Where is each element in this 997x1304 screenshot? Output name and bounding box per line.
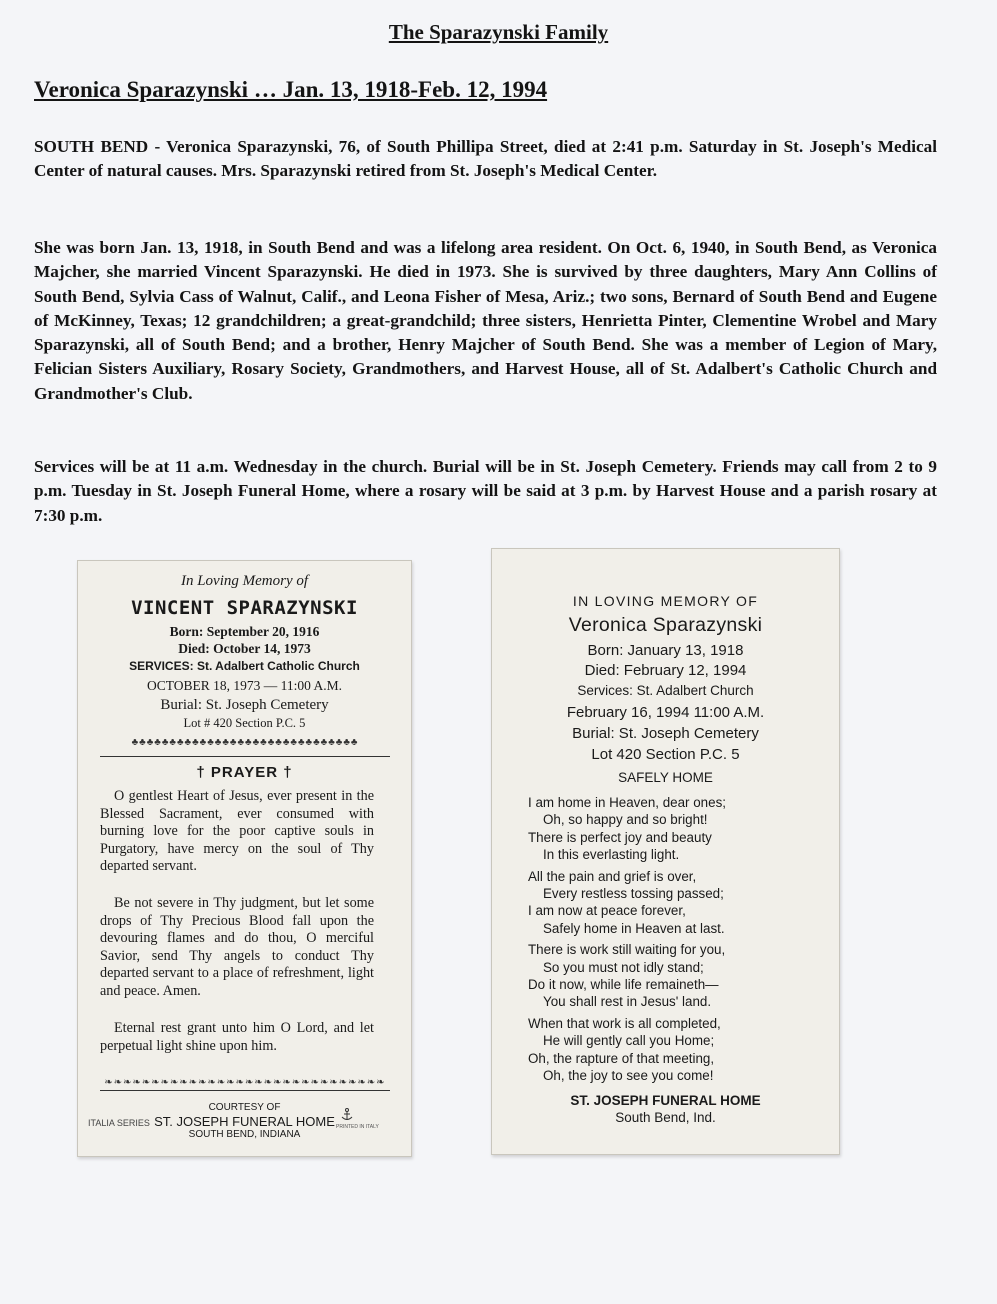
poem-line: I am home in Heaven, dear ones; — [528, 795, 726, 810]
page-title: The Sparazynski Family — [388, 20, 609, 44]
card-burial: Burial: St. Joseph Cemetery — [572, 725, 759, 742]
poem-line: He will gently call you Home; — [543, 1033, 715, 1049]
poem-line: Oh, the joy to see you come! — [543, 1068, 714, 1084]
poem-line: Oh, the rapture of that meeting, — [528, 1050, 715, 1066]
obituary-paragraph: SOUTH BEND - Veronica Sparazynski, 76, of South Phillipa Street, died at 2:41 p.m. Saturday in St. Joseph's Medical Center of natural causes. Mrs. Sparazynski retired from St. Joseph's Medical Center. — [34, 137, 937, 181]
card-service-date: OCTOBER 18, 1973 — 11:00 A.M. — [146, 678, 343, 693]
series-label: ITALIA SERIES — [88, 1118, 150, 1128]
poem-line: Oh, so happy and so bright! — [543, 812, 708, 828]
prayer-paragraph: O gentlest Heart of Jesus, ever present in the Blessed Sacrament, ever consumed with burning love for the poor captive souls in Purgatory, have mercy on the soul of Thy departed servant. — [100, 788, 374, 875]
card-born: Born: September 20, 1916 — [169, 624, 320, 639]
poem-line: Every restless tossing passed; — [543, 886, 724, 902]
poem-stanza — [528, 868, 828, 938]
obituary-paragraph: Services will be at 11 a.m. Wednesday in the church. Burial will be in St. Joseph Cemetery. Friends may call from 2 to 9 p.m. Tuesday in St. Joseph Funeral Home, where a rosary will be said at 3 p.m. by Harvest House and a parish rosary at 7:30 p.m. — [34, 457, 937, 525]
poem-line: All the pain and grief is over, — [528, 868, 697, 884]
divider-rule — [100, 756, 390, 757]
prayer-paragraph: Eternal rest grant unto him O Lord, and let perpetual light shine upon him. — [100, 1020, 374, 1054]
poem-line: So you must not idly stand; — [543, 959, 704, 975]
funeral-home-location: SOUTH BEND, INDIANA — [188, 1129, 301, 1140]
funeral-home-name: ST. JOSEPH FUNERAL HOME — [154, 1114, 335, 1129]
prayer-heading: † PRAYER † — [196, 764, 293, 781]
poem-line: There is perfect joy and beauty — [528, 829, 712, 845]
funeral-home-name: ST. JOSEPH FUNERAL HOME — [570, 1093, 761, 1108]
poem-stanza — [528, 1015, 828, 1085]
card-died: Died: February 12, 1994 — [584, 662, 747, 679]
card-service-date: February 16, 1994 11:00 A.M. — [566, 704, 765, 721]
card-burial: Burial: St. Joseph Cemetery — [160, 697, 329, 713]
poem-stanza — [528, 794, 828, 864]
poem-line: When that work is all completed, — [528, 1015, 721, 1031]
ornament-divider: ❧❧❧❧❧❧❧❧❧❧❧❧❧❧❧❧❧❧❧❧❧❧❧❧❧❧❧❧❧❧ — [104, 1077, 386, 1088]
poem-line: In this everlasting light. — [543, 847, 680, 863]
ornament-divider: ♣♣♣♣♣♣♣♣♣♣♣♣♣♣♣♣♣♣♣♣♣♣♣♣♣♣♣♣♣♣ — [131, 737, 359, 748]
poem-line: You shall rest in Jesus' land. — [543, 994, 712, 1010]
subject-heading: Veronica Sparazynski … Jan. 13, 1918-Feb. 12, 1994 — [34, 77, 548, 102]
funeral-home-location: South Bend, Ind. — [615, 1110, 716, 1125]
anchor-icon — [341, 1108, 353, 1122]
card-services: Services: St. Adalbert Church — [577, 683, 754, 698]
courtesy-label: COURTESY OF — [208, 1102, 281, 1113]
poem-title: SAFELY HOME — [618, 770, 713, 785]
poem-line: I am now at peace forever, — [528, 903, 686, 919]
divider-rule — [100, 1090, 390, 1091]
poem-line: Do it now, while life remaineth— — [528, 977, 719, 993]
card-services: SERVICES: St. Adalbert Catholic Church — [129, 659, 360, 673]
card-died: Died: October 14, 1973 — [178, 641, 311, 656]
card-memory-line: In Loving Memory of — [180, 573, 309, 589]
poem — [528, 794, 828, 1089]
memorial-card-veronica — [491, 548, 840, 1155]
card-born: Born: January 13, 1918 — [587, 642, 744, 659]
obituary-paragraph: She was born Jan. 13, 1918, in South Bend and was a lifelong area resident. On Oct. 6, 1940, in South Bend, as Veronica Majcher, she married Vincent Sparazynski. He died in 1973. She is survived by three daughters, Mary Ann Collins of South Bend, Sylvia Cass of Walnut, Calif., and Leona Fisher of Mesa, Ariz.; two sons, Bernard of South Bend and Eugene of McKinney, Texas; 12 grandchildren; a great-grandchild; three sisters, Henrietta Pinter, Clementine Wrobel and Mary Sparazynski, all of South Bend; and a brother, Henry Majcher of South Bend. She was a member of Legion of Mary, Felician Sisters Auxiliary, Rosary Society, Grandmothers, and Harvest House, all of St. Adalbert's Catholic Church and Grandmother's Club. — [34, 238, 937, 403]
card-lot: Lot 420 Section P.C. 5 — [591, 746, 740, 763]
poem-line: There is work still waiting for you, — [528, 942, 726, 958]
poem-stanza — [528, 941, 828, 1011]
memorial-card-vincent — [77, 560, 412, 1157]
card-lot: Lot # 420 Section P.C. 5 — [183, 716, 306, 730]
card-memory-line: IN LOVING MEMORY OF — [572, 593, 759, 609]
printed-label: PRINTED IN ITALY — [336, 1124, 379, 1130]
card-name: VINCENT SPARAZYNSKI — [131, 597, 358, 619]
card-name: Veronica Sparazynski — [568, 614, 763, 636]
prayer-paragraph: Be not severe in Thy judgment, but let some drops of Thy Precious Blood fall upon the devouring flames and do thou, O merciful Savior, send Thy angels to conduct Thy departed servant to a place of refreshment, light and peace. Amen. — [100, 895, 374, 999]
poem-line: Safely home in Heaven at last. — [543, 920, 725, 936]
